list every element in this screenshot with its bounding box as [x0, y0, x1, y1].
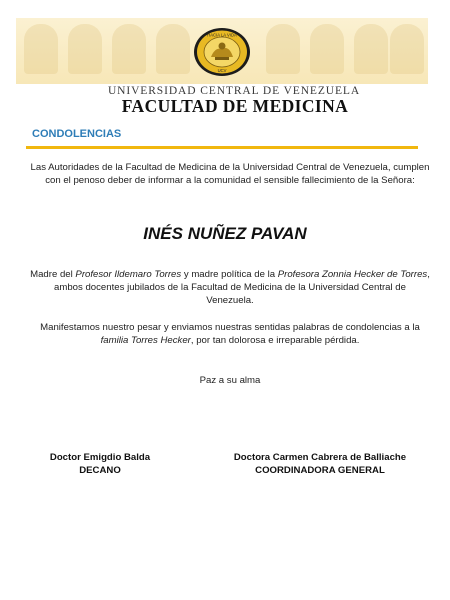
- condolences-paragraph: [30, 321, 430, 347]
- intro-paragraph: Las Autoridades de la Facultad de Medicina de la Universidad Central de Venezuela, cumplen con el penoso deber de informar a la comunidad el sensible fallecimiento de la Señora:: [30, 162, 430, 186]
- signer-name: Doctora Carmen Cabrera de Balliache: [233, 452, 407, 463]
- daughter-in-law-name: Profesora Zonnia Hecker de Torres: [277, 269, 428, 280]
- svg-text:UCV: UCV: [217, 68, 227, 73]
- condolences-text-2: , por tan dolorosa e irreparable pérdida.: [190, 335, 360, 346]
- university-seal-icon: [193, 27, 251, 77]
- university-name: UNIVERSIDAD CENTRAL DE VENEZUELA: [107, 85, 361, 97]
- relations-text-1: Madre del: [30, 269, 76, 280]
- signer-title: COORDINADORA GENERAL: [255, 465, 385, 476]
- farewell-line: Paz a su alma: [199, 375, 261, 386]
- relations-text-3: , ambos docentes jubilados de la Facultad de Medicina de la Universidad Central de Venezuela.: [54, 269, 430, 306]
- signer-name: Doctor Emigdio Balda: [49, 452, 151, 463]
- relations-text-2: y madre política de la: [181, 269, 278, 280]
- relations-paragraph: [30, 268, 430, 307]
- faculty-name: FACULTAD DE MEDICINA: [121, 96, 349, 116]
- svg-text:HACIA LA VIDA: HACIA LA VIDA: [207, 32, 237, 38]
- section-divider: [26, 146, 418, 149]
- signature-dean: [30, 451, 170, 477]
- deceased-name: INÉS NUÑEZ PAVAN: [143, 224, 307, 243]
- signature-coordinator: [210, 451, 430, 477]
- condolences-text-1: Manifestamos nuestro pesar y enviamos nuestras sentidas palabras de condolencias a la: [40, 322, 420, 333]
- section-title: CONDOLENCIAS: [32, 128, 122, 140]
- family-name: familia Torres Hecker: [100, 335, 191, 346]
- son-name: Profesor Ildemaro Torres: [75, 269, 182, 280]
- signer-title: DECANO: [79, 465, 121, 476]
